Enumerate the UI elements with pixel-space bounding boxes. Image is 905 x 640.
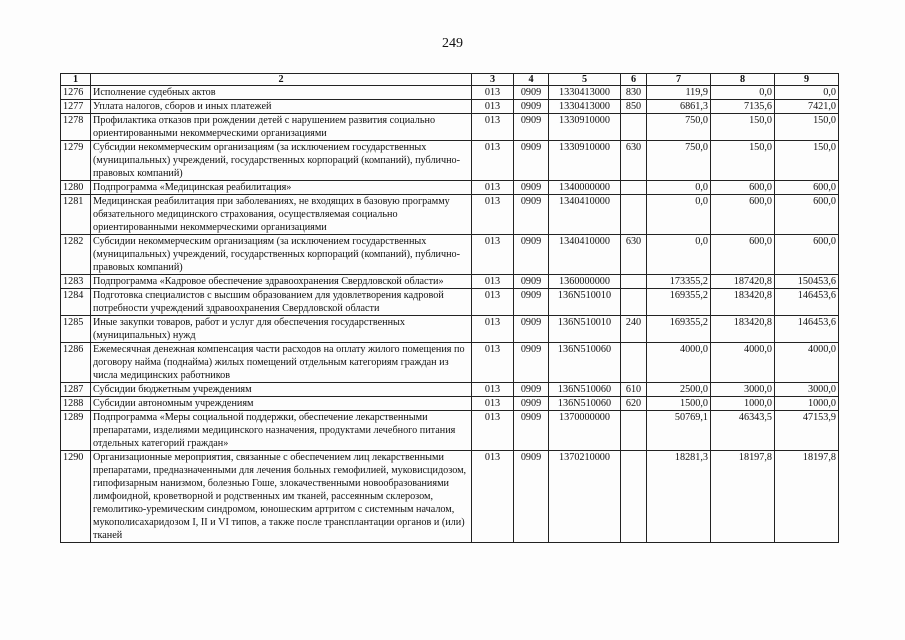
target-article-code: 1370000000 bbox=[549, 411, 621, 451]
value-year-3: 4000,0 bbox=[775, 343, 839, 383]
table-header-row bbox=[61, 74, 839, 86]
table-row bbox=[61, 397, 839, 411]
value-year-2: 7135,6 bbox=[711, 100, 775, 114]
value-year-3: 150,0 bbox=[775, 141, 839, 181]
section-code: 0909 bbox=[514, 114, 549, 141]
value-year-2: 600,0 bbox=[711, 195, 775, 235]
value-year-3: 150,0 bbox=[775, 114, 839, 141]
section-code: 0909 bbox=[514, 275, 549, 289]
value-year-3: 146453,6 bbox=[775, 289, 839, 316]
value-year-1: 2500,0 bbox=[647, 383, 711, 397]
value-year-3: 0,0 bbox=[775, 86, 839, 100]
column-header: 8 bbox=[711, 74, 775, 86]
row-name: Организационные мероприятия, связанные с обеспечением лиц лекарственными препаратами, предназначенными для лечения больных гемофилией, муковисцидозом, гипофизарным нанизмом, болезнью Гоше, злокачественными новообразованиями лимфоидной, кроветворной и родственных им тканей, рассеянным склерозом, гемолитико-уремическим синдромом, юношеским артритом с системным началом, мукополисахаридозом I, II и VI типов, а также после трансплантации органов и (или) тканей bbox=[91, 451, 472, 543]
value-year-1: 0,0 bbox=[647, 195, 711, 235]
value-year-2: 600,0 bbox=[711, 235, 775, 275]
row-name: Субсидии некоммерческим организациям (за исключением государственных (муниципальных) учреждений, государственных корпораций (компаний), публично-правовых компаний) bbox=[91, 235, 472, 275]
section-code: 0909 bbox=[514, 86, 549, 100]
section-code: 0909 bbox=[514, 235, 549, 275]
budget-table bbox=[60, 73, 839, 543]
section-code: 0909 bbox=[514, 383, 549, 397]
value-year-1: 173355,2 bbox=[647, 275, 711, 289]
ministry-code: 013 bbox=[472, 383, 514, 397]
value-year-1: 1500,0 bbox=[647, 397, 711, 411]
row-name: Профилактика отказов при рождении детей с нарушением развития социально ориентированными некоммерческими организациями bbox=[91, 114, 472, 141]
target-article-code: 1330413000 bbox=[549, 100, 621, 114]
value-year-2: 18197,8 bbox=[711, 451, 775, 543]
page-number: 249 bbox=[442, 36, 463, 51]
value-year-2: 183420,8 bbox=[711, 316, 775, 343]
column-header: 6 bbox=[621, 74, 647, 86]
row-number: 1282 bbox=[61, 235, 91, 275]
ministry-code: 013 bbox=[472, 114, 514, 141]
ministry-code: 013 bbox=[472, 289, 514, 316]
expense-type-code bbox=[621, 451, 647, 543]
value-year-3: 3000,0 bbox=[775, 383, 839, 397]
row-name: Подготовка специалистов с высшим образованием для удовлетворения кадровой потребности учреждений здравоохранения Свердловской области bbox=[91, 289, 472, 316]
row-name: Подпрограмма «Медицинская реабилитация» bbox=[91, 181, 472, 195]
value-year-2: 600,0 bbox=[711, 181, 775, 195]
target-article-code: 1340410000 bbox=[549, 235, 621, 275]
row-number: 1279 bbox=[61, 141, 91, 181]
target-article-code: 136N510060 bbox=[549, 397, 621, 411]
value-year-2: 4000,0 bbox=[711, 343, 775, 383]
column-header: 4 bbox=[514, 74, 549, 86]
ministry-code: 013 bbox=[472, 181, 514, 195]
value-year-3: 150453,6 bbox=[775, 275, 839, 289]
row-number: 1284 bbox=[61, 289, 91, 316]
expense-type-code bbox=[621, 181, 647, 195]
row-name: Ежемесячная денежная компенсация части расходов на оплату жилого помещения по договору найма (поднайма) жилых помещений отдельным категориям граждан из числа медицинских работников bbox=[91, 343, 472, 383]
table-row bbox=[61, 235, 839, 275]
table-row bbox=[61, 141, 839, 181]
section-code: 0909 bbox=[514, 141, 549, 181]
section-code: 0909 bbox=[514, 181, 549, 195]
value-year-3: 1000,0 bbox=[775, 397, 839, 411]
target-article-code: 1330910000 bbox=[549, 141, 621, 181]
value-year-1: 0,0 bbox=[647, 235, 711, 275]
ministry-code: 013 bbox=[472, 343, 514, 383]
table-row bbox=[61, 316, 839, 343]
column-header: 1 bbox=[61, 74, 91, 86]
row-number: 1285 bbox=[61, 316, 91, 343]
row-name: Иные закупки товаров, работ и услуг для обеспечения государственных (муниципальных) нужд bbox=[91, 316, 472, 343]
row-name: Медицинская реабилитация при заболеваниях, не входящих в базовую программу обязательного медицинского страхования, осуществляемая социально ориентированными некоммерческими организациями bbox=[91, 195, 472, 235]
value-year-2: 1000,0 bbox=[711, 397, 775, 411]
value-year-3: 600,0 bbox=[775, 181, 839, 195]
value-year-1: 169355,2 bbox=[647, 316, 711, 343]
value-year-3: 7421,0 bbox=[775, 100, 839, 114]
table-row bbox=[61, 195, 839, 235]
expense-type-code: 610 bbox=[621, 383, 647, 397]
ministry-code: 013 bbox=[472, 235, 514, 275]
row-name: Субсидии автономным учреждениям bbox=[91, 397, 472, 411]
table-row bbox=[61, 100, 839, 114]
table-row bbox=[61, 181, 839, 195]
expense-type-code bbox=[621, 195, 647, 235]
table-row bbox=[61, 451, 839, 543]
target-article-code: 1360000000 bbox=[549, 275, 621, 289]
target-article-code: 1340000000 bbox=[549, 181, 621, 195]
table-row bbox=[61, 275, 839, 289]
value-year-2: 150,0 bbox=[711, 141, 775, 181]
section-code: 0909 bbox=[514, 451, 549, 543]
column-header: 5 bbox=[549, 74, 621, 86]
value-year-2: 3000,0 bbox=[711, 383, 775, 397]
expense-type-code: 240 bbox=[621, 316, 647, 343]
table-row bbox=[61, 86, 839, 100]
value-year-3: 146453,6 bbox=[775, 316, 839, 343]
ministry-code: 013 bbox=[472, 316, 514, 343]
target-article-code: 136N510010 bbox=[549, 289, 621, 316]
row-number: 1289 bbox=[61, 411, 91, 451]
row-number: 1288 bbox=[61, 397, 91, 411]
expense-type-code: 630 bbox=[621, 141, 647, 181]
value-year-1: 119,9 bbox=[647, 86, 711, 100]
section-code: 0909 bbox=[514, 316, 549, 343]
ministry-code: 013 bbox=[472, 275, 514, 289]
column-header: 7 bbox=[647, 74, 711, 86]
expense-type-code: 850 bbox=[621, 100, 647, 114]
section-code: 0909 bbox=[514, 411, 549, 451]
target-article-code: 136N510060 bbox=[549, 383, 621, 397]
target-article-code: 1330413000 bbox=[549, 86, 621, 100]
value-year-1: 0,0 bbox=[647, 181, 711, 195]
ministry-code: 013 bbox=[472, 397, 514, 411]
row-number: 1281 bbox=[61, 195, 91, 235]
value-year-2: 183420,8 bbox=[711, 289, 775, 316]
row-name: Исполнение судебных актов bbox=[91, 86, 472, 100]
value-year-2: 46343,5 bbox=[711, 411, 775, 451]
expense-type-code bbox=[621, 411, 647, 451]
section-code: 0909 bbox=[514, 343, 549, 383]
value-year-1: 18281,3 bbox=[647, 451, 711, 543]
section-code: 0909 bbox=[514, 100, 549, 114]
row-name: Уплата налогов, сборов и иных платежей bbox=[91, 100, 472, 114]
value-year-3: 600,0 bbox=[775, 195, 839, 235]
column-header: 2 bbox=[91, 74, 472, 86]
column-header: 3 bbox=[472, 74, 514, 86]
row-name: Субсидии бюджетным учреждениям bbox=[91, 383, 472, 397]
table-row bbox=[61, 343, 839, 383]
ministry-code: 013 bbox=[472, 100, 514, 114]
expense-type-code bbox=[621, 114, 647, 141]
value-year-3: 18197,8 bbox=[775, 451, 839, 543]
section-code: 0909 bbox=[514, 195, 549, 235]
value-year-1: 6861,3 bbox=[647, 100, 711, 114]
value-year-2: 150,0 bbox=[711, 114, 775, 141]
value-year-2: 187420,8 bbox=[711, 275, 775, 289]
expense-type-code: 630 bbox=[621, 235, 647, 275]
expense-type-code: 830 bbox=[621, 86, 647, 100]
target-article-code: 1330910000 bbox=[549, 114, 621, 141]
expense-type-code bbox=[621, 289, 647, 316]
row-number: 1286 bbox=[61, 343, 91, 383]
ministry-code: 013 bbox=[472, 195, 514, 235]
table-row bbox=[61, 289, 839, 316]
row-number: 1277 bbox=[61, 100, 91, 114]
value-year-1: 50769,1 bbox=[647, 411, 711, 451]
target-article-code: 1340410000 bbox=[549, 195, 621, 235]
row-number: 1278 bbox=[61, 114, 91, 141]
row-number: 1290 bbox=[61, 451, 91, 543]
ministry-code: 013 bbox=[472, 411, 514, 451]
row-number: 1280 bbox=[61, 181, 91, 195]
ministry-code: 013 bbox=[472, 451, 514, 543]
expense-type-code bbox=[621, 343, 647, 383]
table-row bbox=[61, 411, 839, 451]
row-number: 1287 bbox=[61, 383, 91, 397]
section-code: 0909 bbox=[514, 289, 549, 316]
value-year-3: 600,0 bbox=[775, 235, 839, 275]
target-article-code: 136N510010 bbox=[549, 316, 621, 343]
value-year-2: 0,0 bbox=[711, 86, 775, 100]
row-name: Субсидии некоммерческим организациям (за исключением государственных (муниципальных) учреждений, государственных корпораций (компаний), публично-правовых компаний) bbox=[91, 141, 472, 181]
row-name: Подпрограмма «Кадровое обеспечение здравоохранения Свердловской области» bbox=[91, 275, 472, 289]
target-article-code: 136N510060 bbox=[549, 343, 621, 383]
table-row bbox=[61, 383, 839, 397]
value-year-1: 750,0 bbox=[647, 141, 711, 181]
value-year-1: 169355,2 bbox=[647, 289, 711, 316]
row-name: Подпрограмма «Меры социальной поддержки, обеспечение лекарственными препаратами, изделиями медицинского назначения, продуктами лечебного питания отдельных категорий граждан» bbox=[91, 411, 472, 451]
expense-type-code: 620 bbox=[621, 397, 647, 411]
ministry-code: 013 bbox=[472, 141, 514, 181]
column-header: 9 bbox=[775, 74, 839, 86]
value-year-1: 4000,0 bbox=[647, 343, 711, 383]
value-year-3: 47153,9 bbox=[775, 411, 839, 451]
ministry-code: 013 bbox=[472, 86, 514, 100]
row-number: 1276 bbox=[61, 86, 91, 100]
target-article-code: 1370210000 bbox=[549, 451, 621, 543]
section-code: 0909 bbox=[514, 397, 549, 411]
value-year-1: 750,0 bbox=[647, 114, 711, 141]
row-number: 1283 bbox=[61, 275, 91, 289]
table-row bbox=[61, 114, 839, 141]
expense-type-code bbox=[621, 275, 647, 289]
